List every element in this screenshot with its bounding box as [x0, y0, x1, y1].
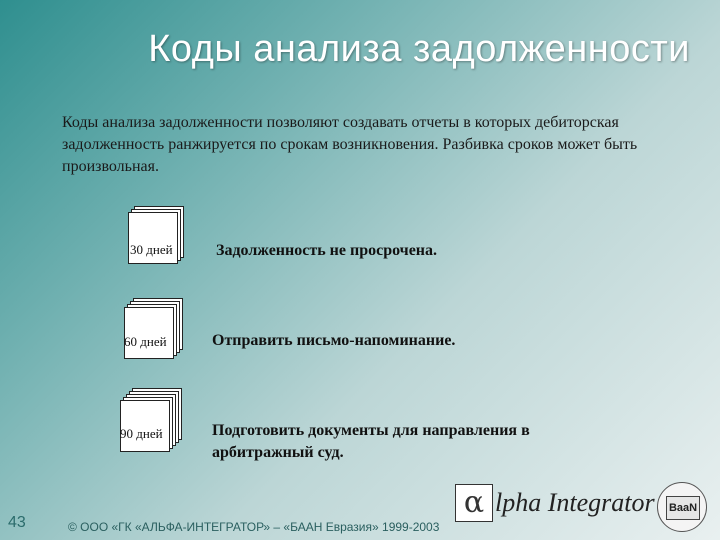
alpha-icon: α: [455, 484, 493, 522]
row-text-90: Подготовить документы для направления в арбитражный суд.: [212, 422, 530, 461]
intro-text: Коды анализа задолженности позволяют создавать отчеты в которых дебиторская задолженность ранжируется по срокам возникновения. Разбивка сроков может быть произвольная.: [62, 114, 638, 175]
aging-label-30: 30 дней: [130, 242, 173, 257]
aging-label-90: 90 дней: [120, 426, 163, 441]
aging-label-60: 60 дней: [124, 334, 167, 349]
document-stack-icon: [120, 388, 190, 458]
slide-title: Коды анализа задолженности: [148, 28, 690, 70]
baan-logo: [657, 482, 707, 532]
document-stack-icon: [124, 298, 194, 368]
footer-copyright: © ООО «ГК «АЛЬФА-ИНТЕГРАТОР» – «БААН Евразия» 1999-2003: [68, 520, 440, 534]
row-text-30: Задолженность не просрочена.: [216, 242, 438, 259]
row-text-60: Отправить письмо-напоминание.: [212, 332, 456, 349]
logo-name: lpha Integrator: [495, 488, 655, 517]
document-stack-icon: [128, 206, 198, 276]
alpha-integrator-logo: [455, 482, 715, 534]
baan-text: BaaN: [666, 496, 700, 520]
page-number: 43: [8, 514, 26, 531]
